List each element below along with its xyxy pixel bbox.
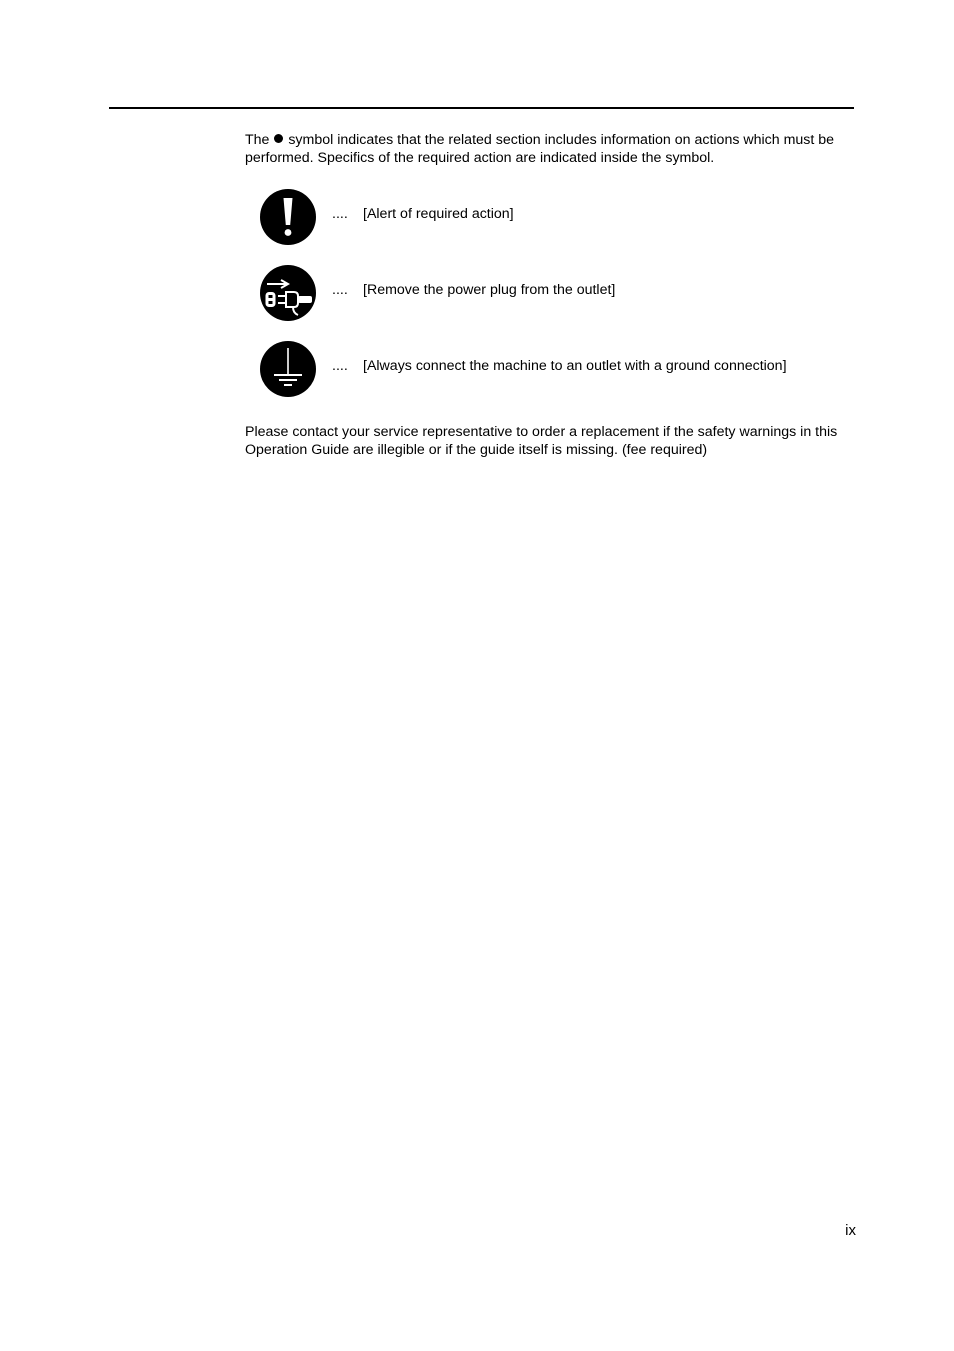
intro-paragraph bbox=[245, 132, 865, 167]
symbol-label-ground: [Always connect the machine to an outlet with a ground connection] bbox=[363, 358, 787, 374]
unplug-power-icon bbox=[260, 265, 316, 321]
intro-text-start: The bbox=[245, 132, 274, 148]
replacement-note: Please contact your service representative to order a replacement if the safety warnings in this Operation Guide are illegible or if the guide itself is missing. (fee required) bbox=[245, 424, 838, 458]
symbol-dots: .... bbox=[332, 282, 348, 298]
symbol-row-ground bbox=[260, 341, 860, 397]
symbol-label-alert: [Alert of required action] bbox=[363, 206, 514, 222]
mandatory-bullet-icon bbox=[274, 134, 283, 143]
symbol-dots: .... bbox=[332, 206, 348, 222]
symbol-dots: .... bbox=[332, 358, 348, 374]
header-rule bbox=[109, 107, 854, 109]
page-number: ix bbox=[845, 1222, 856, 1239]
ground-connection-icon bbox=[260, 341, 316, 397]
symbol-label-unplug: [Remove the power plug from the outlet] bbox=[363, 282, 616, 298]
intro-text-end: symbol indicates that the related section includes information on actions which must be performed. Specifics of the required action are indicated inside the symbol. bbox=[245, 132, 835, 166]
symbol-row-unplug bbox=[260, 265, 860, 321]
symbol-row-alert bbox=[260, 189, 860, 245]
exclamation-mandatory-icon bbox=[260, 189, 316, 245]
